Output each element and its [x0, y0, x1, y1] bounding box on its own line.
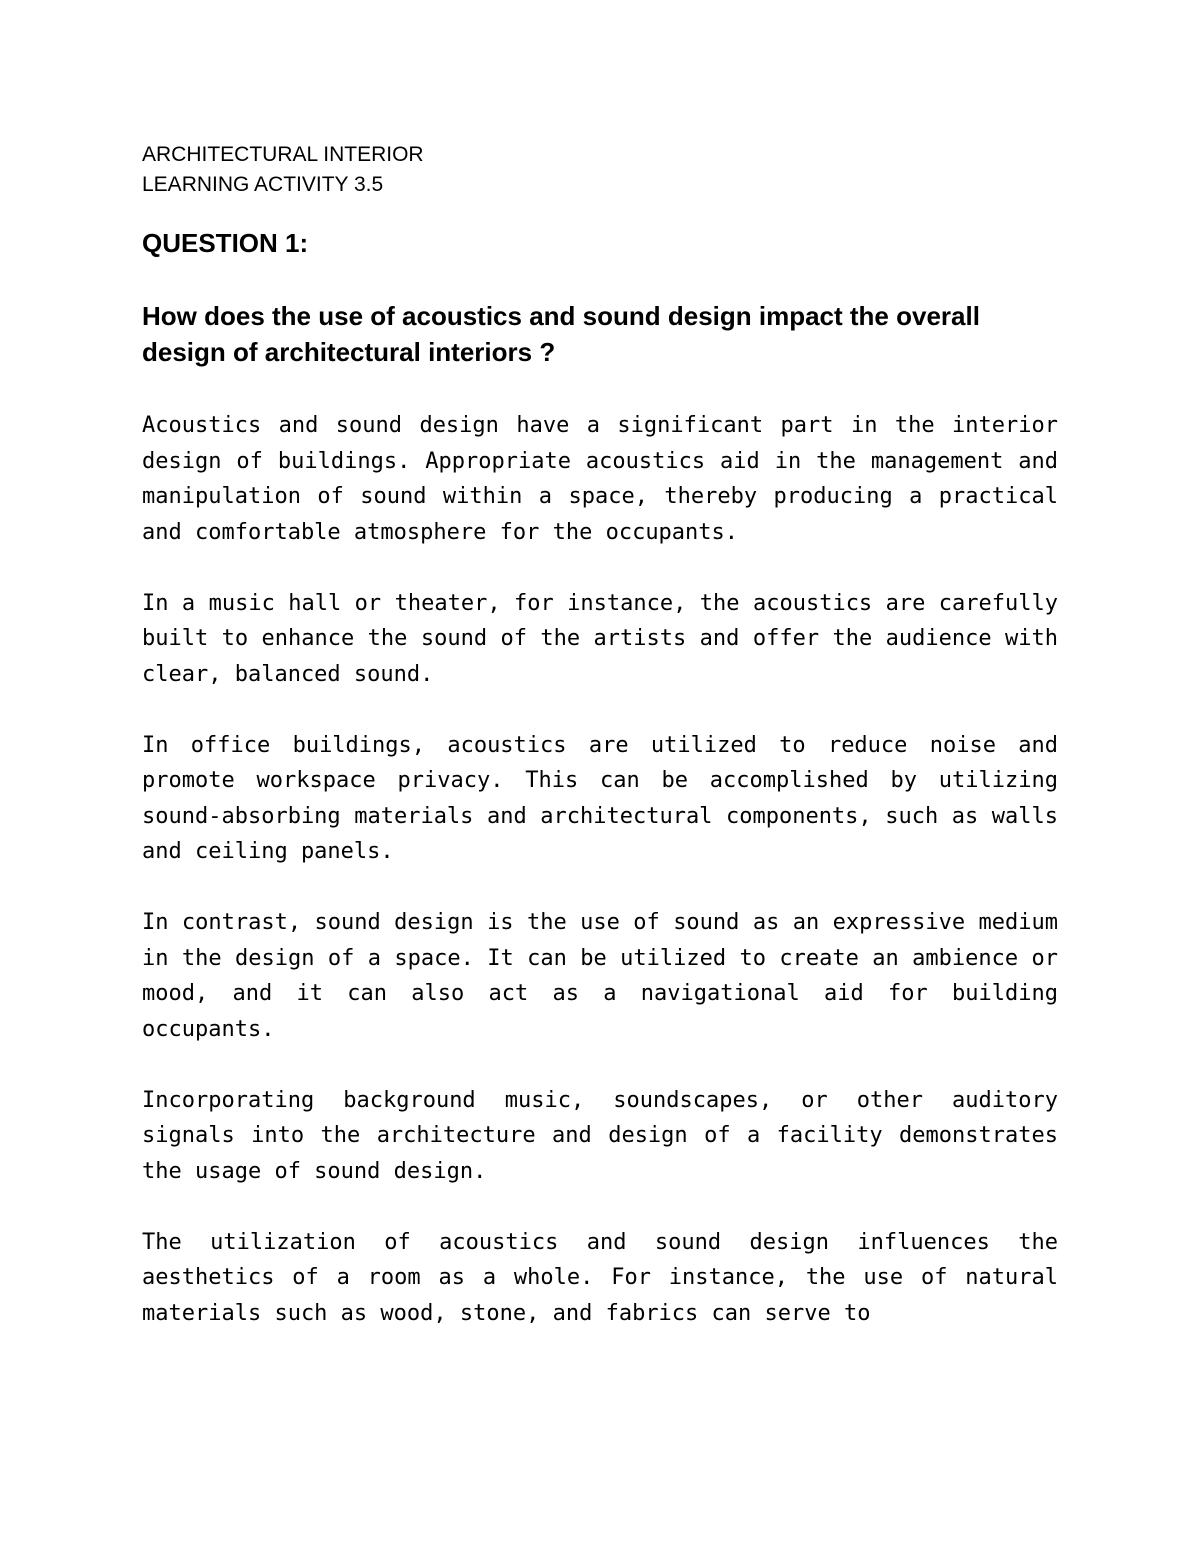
answer-paragraph: The utilization of acoustics and sound design influences the aesthetics of a room as a whole. For instance, the use of natural materials such as wood, stone, and fabrics can serve to [142, 1229, 1058, 1326]
answer-paragraph: Acoustics and sound design have a significant part in the interior design of buildings. Appropriate acoustics aid in the management and manipulation of sound within a space, thereby producing a practical and comfortable atmosphere for the occupants. [142, 413, 1058, 545]
course-title: ARCHITECTURAL INTERIOR [142, 143, 424, 166]
activity-title: LEARNING ACTIVITY 3.5 [142, 173, 384, 196]
question-label: QUESTION 1: [142, 228, 309, 258]
question-text: How does the use of acoustics and sound design impact the overall design of architectural interiors ? [142, 301, 980, 367]
answer-paragraph: In contrast, sound design is the use of sound as an expressive medium in the design of a space. It can be utilized to create an ambience or mood, and it can also act as a navigational aid for building occupants. [142, 910, 1058, 1042]
document-header [142, 140, 424, 200]
answer-paragraph: Incorporating background music, soundscapes, or other auditory signals into the architecture and design of a facility demonstrates the usage of sound design. [142, 1087, 1058, 1184]
answer-paragraph: In a music hall or theater, for instance, the acoustics are carefully built to enhance the sound of the artists and offer the audience with clear, balanced sound. [142, 590, 1058, 687]
answer-body [142, 408, 1058, 1367]
answer-paragraph: In office buildings, acoustics are utilized to reduce noise and promote workspace privacy. This can be accomplished by utilizing sound-absorbing materials and architectural components, such as walls and ceiling panels. [142, 732, 1058, 864]
